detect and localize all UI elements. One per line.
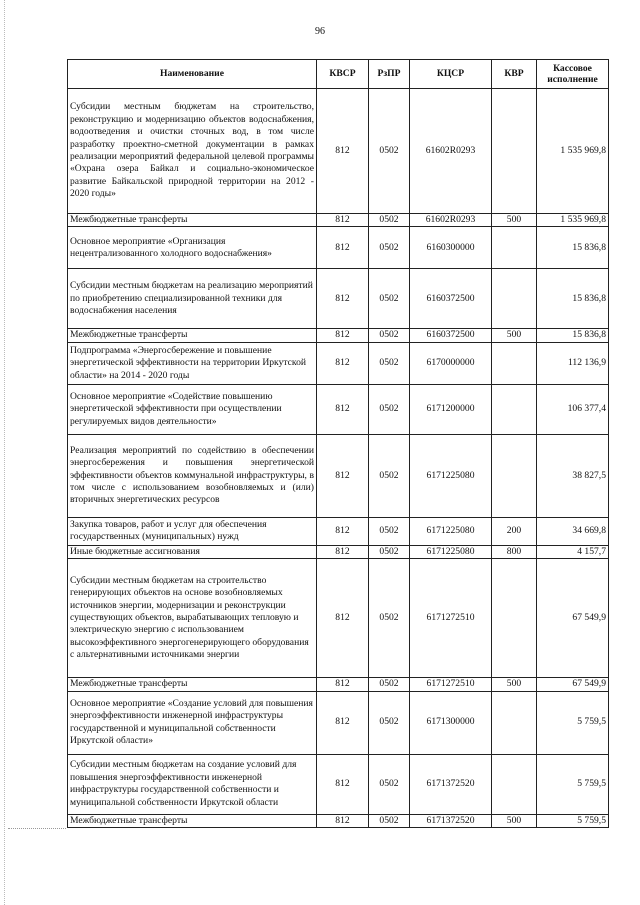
row-name: Межбюджетные трансферты: [68, 214, 317, 227]
row-rzpr: 0502: [369, 89, 410, 214]
row-kvsr: 812: [317, 342, 369, 384]
header-kvsr: КВСР: [317, 60, 369, 89]
row-kcsr: 6171272510: [410, 678, 492, 691]
row-kvsr: 812: [317, 269, 369, 329]
row-kvr: 500: [492, 814, 537, 827]
row-kcsr: 6171225080: [410, 434, 492, 517]
header-cash: Кассовое исполнение: [537, 60, 609, 89]
row-kcsr: 6171372520: [410, 754, 492, 814]
row-kcsr: 6170000000: [410, 342, 492, 384]
header-name: Наименование: [68, 60, 317, 89]
row-rzpr: 0502: [369, 545, 410, 558]
row-kcsr: 6160372500: [410, 269, 492, 329]
table-row: [68, 545, 609, 558]
row-name: Основное мероприятие «Содействие повышению энергетической эффективности при осуществлении регулируемых видов деятельности»: [68, 384, 317, 434]
table-row: [68, 89, 609, 214]
page-left-edge: [4, 0, 5, 905]
row-name: Субсидии местным бюджетам на реализацию мероприятий по приобретению специализированной техники для водоснабжения населения: [68, 269, 317, 329]
row-kcsr: 61602R0293: [410, 214, 492, 227]
row-kvr: [492, 227, 537, 269]
row-kvr: [492, 342, 537, 384]
row-cash: 34 669,8: [537, 517, 609, 545]
row-kcsr: 6171372520: [410, 814, 492, 827]
row-kvr: 200: [492, 517, 537, 545]
row-cash: 15 836,8: [537, 329, 609, 342]
row-kvr: 500: [492, 678, 537, 691]
table-row: [68, 434, 609, 517]
row-cash: 5 759,5: [537, 754, 609, 814]
row-name: Субсидии местным бюджетам на создание условий для повышения энергоэффективности инженерной инфраструктуры государственной собственности и муниципальной собственности Иркутской области: [68, 754, 317, 814]
row-name: Закупка товаров, работ и услуг для обеспечения государственных (муниципальных) нужд: [68, 517, 317, 545]
row-kvr: [492, 559, 537, 678]
row-rzpr: 0502: [369, 342, 410, 384]
header-rzpr: РзПР: [369, 60, 410, 89]
row-cash: 1 535 969,8: [537, 89, 609, 214]
table-row: [68, 678, 609, 691]
row-cash: 112 136,9: [537, 342, 609, 384]
header-kcsr: КЦСР: [410, 60, 492, 89]
row-name: Основное мероприятие «Организация нецентрализованного холодного водоснабжения»: [68, 227, 317, 269]
row-kvsr: 812: [317, 214, 369, 227]
row-name: Подпрограмма «Энергосбережение и повышение энергетической эффективности на территории Иркутской области» на 2014 - 2020 годы: [68, 342, 317, 384]
table-header-row: [68, 60, 609, 89]
row-kvr: [492, 754, 537, 814]
row-kcsr: 6160300000: [410, 227, 492, 269]
table-row: [68, 342, 609, 384]
row-cash: 5 759,5: [537, 814, 609, 827]
row-cash: 106 377,4: [537, 384, 609, 434]
row-rzpr: 0502: [369, 214, 410, 227]
row-kvr: 800: [492, 545, 537, 558]
row-cash: 67 549,9: [537, 678, 609, 691]
row-kcsr: 6171225080: [410, 545, 492, 558]
table-row: [68, 214, 609, 227]
table-row: [68, 559, 609, 678]
table-row: [68, 384, 609, 434]
row-kvr: [492, 434, 537, 517]
table-row: [68, 269, 609, 329]
header-kvr: КВР: [492, 60, 537, 89]
row-rzpr: 0502: [369, 754, 410, 814]
row-kvsr: 812: [317, 434, 369, 517]
page-number: 96: [315, 26, 325, 37]
row-kvsr: 812: [317, 329, 369, 342]
row-kvr: 500: [492, 214, 537, 227]
row-cash: 1 535 969,8: [537, 214, 609, 227]
row-kvsr: 812: [317, 545, 369, 558]
row-rzpr: 0502: [369, 434, 410, 517]
table-row: [68, 814, 609, 827]
row-name: Межбюджетные трансферты: [68, 814, 317, 827]
footer-dotted-line: [8, 828, 66, 829]
row-kvr: [492, 89, 537, 214]
row-kcsr: 6171225080: [410, 517, 492, 545]
row-kcsr: 61602R0293: [410, 89, 492, 214]
table-row: [68, 329, 609, 342]
row-rzpr: 0502: [369, 329, 410, 342]
row-kvsr: 812: [317, 814, 369, 827]
row-rzpr: 0502: [369, 269, 410, 329]
row-kvsr: 812: [317, 678, 369, 691]
row-kvr: [492, 691, 537, 754]
row-kvr: [492, 269, 537, 329]
row-rzpr: 0502: [369, 814, 410, 827]
row-cash: 38 827,5: [537, 434, 609, 517]
row-rzpr: 0502: [369, 384, 410, 434]
row-rzpr: 0502: [369, 559, 410, 678]
row-cash: 67 549,9: [537, 559, 609, 678]
row-name: Иные бюджетные ассигнования: [68, 545, 317, 558]
row-cash: 15 836,8: [537, 269, 609, 329]
row-rzpr: 0502: [369, 678, 410, 691]
row-kvsr: 812: [317, 384, 369, 434]
row-kvsr: 812: [317, 517, 369, 545]
table-row: [68, 227, 609, 269]
row-kvsr: 812: [317, 559, 369, 678]
row-kvsr: 812: [317, 227, 369, 269]
row-rzpr: 0502: [369, 691, 410, 754]
row-cash: 5 759,5: [537, 691, 609, 754]
row-kvr: 500: [492, 329, 537, 342]
row-cash: 15 836,8: [537, 227, 609, 269]
row-kvsr: 812: [317, 754, 369, 814]
row-kvsr: 812: [317, 691, 369, 754]
row-rzpr: 0502: [369, 227, 410, 269]
row-cash: 4 157,7: [537, 545, 609, 558]
row-name: Субсидии местным бюджетам на строительство генерирующих объектов на основе возобновляемых источников энергии, модернизации и реконструкции существующих объектов, вырабатывающих тепловую и электрическую энергию с использованием высокоэффективного энергогенерирующего оборудования с альтернативными источниками энергии: [68, 559, 317, 678]
row-kcsr: 6171300000: [410, 691, 492, 754]
row-kvsr: 812: [317, 89, 369, 214]
row-name: Основное мероприятие «Создание условий для повышения энергоэффективности инженерной инфраструктуры государственной и муниципальной собственности Иркутской области»: [68, 691, 317, 754]
row-kcsr: 6171272510: [410, 559, 492, 678]
row-kcsr: 6171200000: [410, 384, 492, 434]
row-kcsr: 6160372500: [410, 329, 492, 342]
row-kvr: [492, 384, 537, 434]
row-name: Субсидии местным бюджетам на строительство, реконструкцию и модернизацию объектов водоснабжения, водоотведения и очистки сточных вод, в том числе разработку проектно-сметной документации в рамках реализации мероприятий федеральной целевой программы «Охрана озера Байкал и социально-экономическое развитие Байкальской природной территории на 2012 - 2020 годы»: [68, 89, 317, 214]
row-name: Межбюджетные трансферты: [68, 329, 317, 342]
budget-table: [67, 59, 609, 828]
row-name: Межбюджетные трансферты: [68, 678, 317, 691]
row-rzpr: 0502: [369, 517, 410, 545]
row-name: Реализация мероприятий по содействию в обеспечении энергосбережения и повышения энергетической эффективности объектов коммунальной инфраструктуры, в том числе с использованием возобновляемых и (или) вторичных энергетических ресурсов: [68, 434, 317, 517]
table-row: [68, 691, 609, 754]
table-row: [68, 517, 609, 545]
table-row: [68, 754, 609, 814]
